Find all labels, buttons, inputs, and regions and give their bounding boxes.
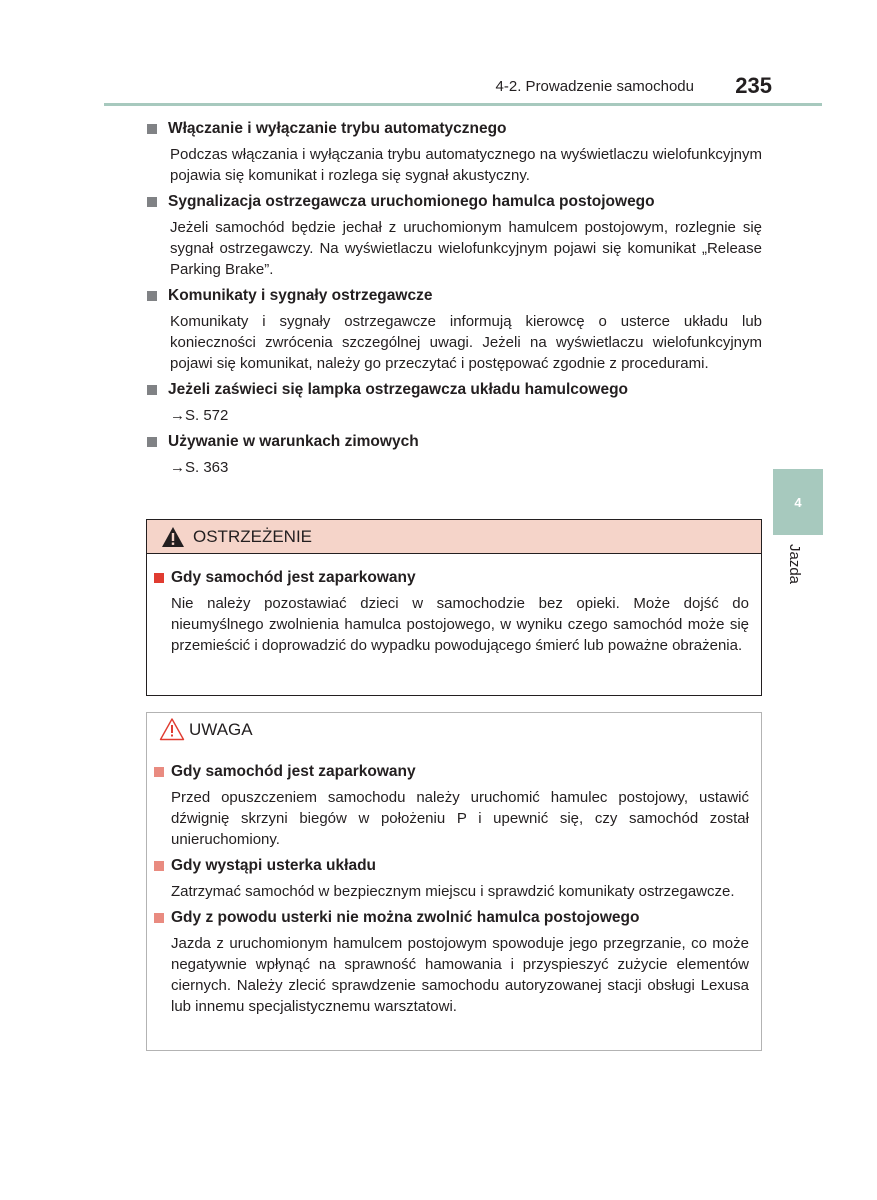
warning-triangle-outline-icon <box>159 717 185 746</box>
square-bullet-icon <box>154 767 164 777</box>
header-rule <box>104 103 822 106</box>
warning-title: OSTRZEŻENIE <box>193 527 313 546</box>
caution-item-body: Przed opuszczeniem samochodu należy uruchomić hamulec postojowy, ustawić dźwignię skrzyni biegów w położeniu P i upewnić się, czy samochód został unieruchomiony. <box>171 789 749 848</box>
square-bullet-icon <box>147 124 157 134</box>
section-body: Podczas włączania i wyłączania trybu automatycznego na wyświetlaczu wielofunkcyjnym pojawia się komunikat i rozlega się sygnał akustyczny. <box>170 146 762 184</box>
page-reference: →S. 363 <box>170 459 229 476</box>
caution-item-heading: Gdy z powodu usterki nie można zwolnić hamulca postojowego <box>171 909 640 926</box>
section-item <box>146 118 762 186</box>
section-body: Jeżeli samochód będzie jechał z uruchomionym hamulcem postojowym, rozlegnie się sygnał ostrzegawczy. Na wyświetlaczu wielofunkcyjnym pojawi się komunikat „Release Parking Brake”. <box>170 219 762 278</box>
caution-item-heading: Gdy wystąpi usterka układu <box>171 857 377 874</box>
chapter-tab <box>773 469 823 535</box>
square-bullet-icon <box>147 385 157 395</box>
warning-triangle-filled-icon <box>161 526 185 553</box>
section-body: Komunikaty i sygnały ostrzegawcze informują kierowcę o usterce układu lub konieczności zwrócenia szczególnej uwagi. Jeżeli na wyświetlaczu wielofunkcyjnym pojawi się komunikat, należy go przeczytać i postępować zgodnie z procedurami. <box>170 313 762 372</box>
square-bullet-icon <box>154 573 164 583</box>
section-title: 4-2. Prowadzenie samochodu <box>495 78 694 95</box>
page-number: 235 <box>735 73 772 98</box>
chapter-number: 4 <box>794 495 802 510</box>
caution-header <box>147 713 761 747</box>
caution-item <box>153 907 749 1017</box>
section-heading: Włączanie i wyłączanie trybu automatycznego <box>168 120 507 137</box>
caution-box <box>146 712 762 1051</box>
caution-item <box>153 761 749 850</box>
caution-item-heading: Gdy samochód jest zaparkowany <box>171 763 416 780</box>
warning-header <box>147 520 761 554</box>
main-content <box>146 118 762 483</box>
square-bullet-icon <box>147 437 157 447</box>
square-bullet-icon <box>154 913 164 923</box>
page-reference: →S. 572 <box>170 407 229 424</box>
square-bullet-icon <box>154 861 164 871</box>
square-bullet-icon <box>147 197 157 207</box>
section-item <box>146 379 762 426</box>
warning-box <box>146 519 762 696</box>
section-item <box>146 191 762 280</box>
warning-item-body: Nie należy pozostawiać dzieci w samochodzie bez opieki. Może dojść do nieumyślnego zwolnienia hamulca postojowego, w wyniku czego samochód może się przemieścić i doprowadzić do wypadku powodującego śmierć lub poważne obrażenia. <box>171 595 749 654</box>
section-heading: Sygnalizacja ostrzegawcza uruchomionego hamulca postojowego <box>168 193 655 210</box>
warning-item-heading: Gdy samochód jest zaparkowany <box>171 569 416 586</box>
section-heading: Jeżeli zaświeci się lampka ostrzegawcza układu hamulcowego <box>168 381 629 398</box>
caution-item-body: Zatrzymać samochód w bezpiecznym miejscu i sprawdzić komunikaty ostrzegawcze. <box>171 883 735 900</box>
caution-item <box>153 855 749 902</box>
page-header <box>104 70 822 106</box>
section-item <box>146 431 762 478</box>
section-item <box>146 285 762 374</box>
square-bullet-icon <box>147 291 157 301</box>
section-heading: Używanie w warunkach zimowych <box>168 433 419 450</box>
caution-title: UWAGA <box>189 720 253 739</box>
section-heading: Komunikaty i sygnały ostrzegawcze <box>168 287 433 304</box>
caution-item-body: Jazda z uruchomionym hamulcem postojowym spowoduje jego przegrzanie, co może negatywnie wpłynąć na sprawność hamowania i przyspieszyć zużycie elementów ciernych. Należy zlecić sprawdzenie samochodu autoryzowanej stacji obsługi Lexusa lub innemu specjalistycznemu warsztatowi. <box>171 935 749 1015</box>
chapter-label: Jazda <box>786 544 803 585</box>
warning-item <box>153 567 749 656</box>
